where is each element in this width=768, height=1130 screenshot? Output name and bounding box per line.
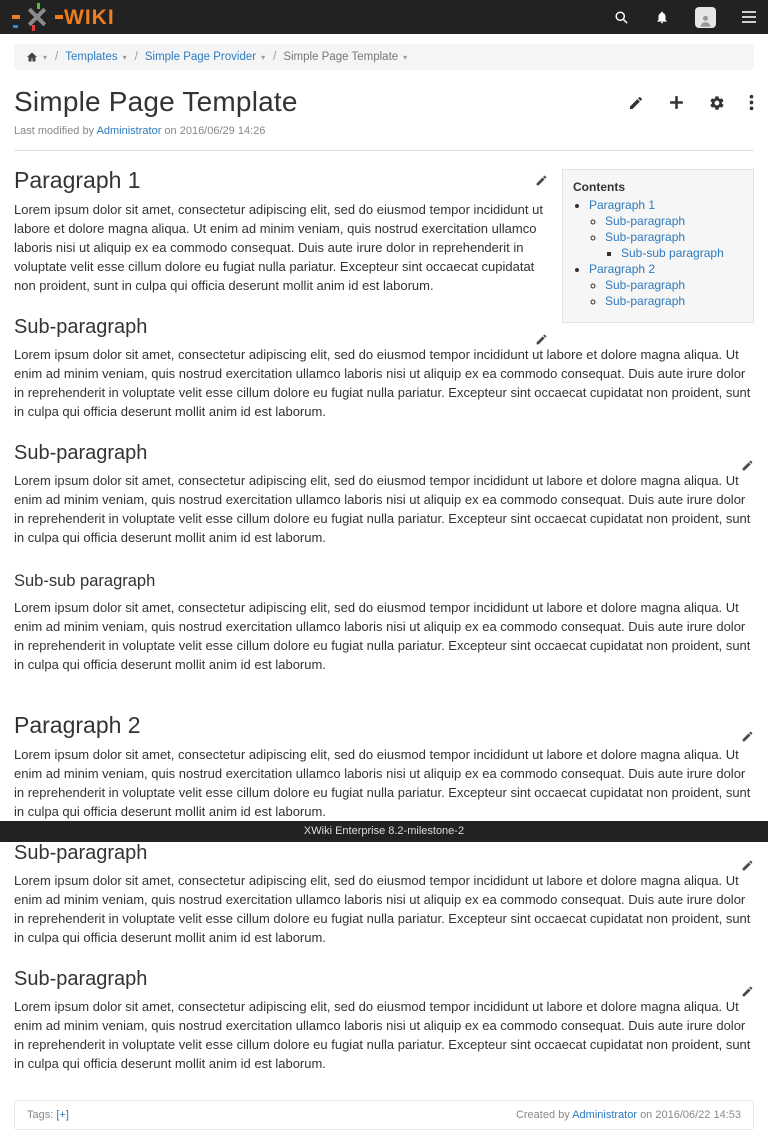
create-plus-icon[interactable] (668, 94, 685, 111)
chevron-down-icon[interactable]: ▾ (403, 52, 408, 62)
section-heading: Sub-paragraph (14, 968, 148, 991)
section-body: Lorem ipsum dolor sit amet, consectetur adipiscing elit, sed do eiusmod tempor incididunt ut labore et dolore magna aliqua. Ut enim ad minim veniam, quis nostrud exercitation ullamco laboris nisi ut aliquip ex ea commodo consequat. Duis aute irure dolor in reprehenderit in voluptate velit esse cillum dolore eu fugiat nulla pariatur. Excepteur sint occaecat cupidatat non proident, sunt in culpa qui officia deserunt mollit anim id est laborum. (14, 346, 751, 419)
xwiki-logo[interactable] (12, 0, 115, 34)
breadcrumb-item-current: Simple Page Template (283, 51, 399, 63)
toc-link-sub-paragraph[interactable]: Sub-paragraph (605, 294, 686, 308)
page-actions (628, 86, 754, 111)
last-modified-line: Last modified by Administrator on 2016/06/29 14:26 (14, 125, 266, 137)
section-edit-pencil-icon[interactable] (535, 333, 548, 346)
section-body: Lorem ipsum dolor sit amet, consectetur adipiscing elit, sed do eiusmod tempor incididunt ut labore et dolore magna aliqua. Ut enim ad minim veniam, quis nostrud exercitation ullamco laboris nisi ut aliquip ex ea commodo consequat. Duis aute irure dolor in reprehenderit in voluptate velit esse cillum dolore eu fugiat nulla pariatur. Excepteur sint occaecat cupidatat non proident, sunt in culpa qui officia deserunt mollit anim id est laborum. (14, 472, 751, 545)
section-heading: Paragraph 1 (14, 167, 141, 193)
logo-dash-left (12, 15, 20, 19)
section-body: Lorem ipsum dolor sit amet, consectetur adipiscing elit, sed do eiusmod tempor incididunt ut labore et dolore magna aliqua. Ut enim ad minim veniam, quis nostrud exercitation ullamco laboris nisi ut aliquip ex ea commodo consequat. Duis aute irure dolor in reprehenderit in voluptate velit esse cillum dolore eu fugiat nulla pariatur. Excepteur sint occaecat cupidatat non proident, sunt in culpa qui officia deserunt mollit anim id est laborum. (14, 999, 751, 1072)
section-edit-pencil-icon[interactable] (741, 459, 754, 472)
section-body: Lorem ipsum dolor sit amet, consectetur adipiscing elit, sed do eiusmod tempor incididunt ut labore et dolore magna aliqua. Ut enim ad minim veniam, quis nostrud exercitation ullamco laboris nisi ut aliquip ex ea commodo consequat. Duis aute irure dolor in reprehenderit in voluptate velit esse cillum dolore eu fugiat nulla pariatur. Excepteur sint occaecat cupidatat non proident, sunt in culpa qui officia deserunt mollit anim id est laborum. (14, 873, 751, 946)
modified-by-user-link[interactable]: Administrator (96, 125, 162, 137)
table-of-contents-panel (562, 169, 754, 323)
section-heading: Sub-paragraph (14, 842, 148, 865)
tags-label: Tags: (27, 1109, 54, 1122)
logo-green-tick (37, 3, 40, 9)
toc-link-paragraph-1[interactable]: Paragraph 1 (589, 198, 656, 212)
section-body: Lorem ipsum dolor sit amet, consectetur adipiscing elit, sed do eiusmod tempor incididunt ut labore et dolore magna aliqua. Ut enim ad minim veniam, quis nostrud exercitation ullamco laboris nisi ut aliquip ex ea commodo consequat. Duis aute irure dolor in reprehenderit in voluptate velit esse cillum dolore eu fugiat nulla pariatur. Excepteur sint occaecat cupidatat non proident, sunt in culpa qui officia deserunt mollit anim id est laborum. (14, 202, 543, 293)
hamburger-menu-icon[interactable] (742, 11, 756, 23)
logo-red-tick (32, 25, 35, 31)
section-edit-pencil-icon[interactable] (741, 985, 754, 998)
breadcrumb-home-icon[interactable] (26, 51, 38, 63)
notifications-bell-icon[interactable] (655, 10, 669, 25)
settings-gear-icon[interactable] (709, 95, 725, 111)
chevron-down-icon[interactable]: ▾ (261, 52, 266, 62)
document-footer (14, 1100, 754, 1130)
avatar-image (695, 7, 716, 28)
toc-link-sub-paragraph[interactable]: Sub-paragraph (605, 278, 686, 292)
breadcrumb: ▾ / Templates ▾ / Simple Page Provider ▾ / Simple Page Template ▾ (14, 44, 754, 70)
toc-link-paragraph-2[interactable]: Paragraph 2 (589, 262, 656, 276)
top-navbar (0, 0, 768, 34)
section-heading: Sub-paragraph (14, 315, 148, 338)
toc-title: Contents (573, 180, 625, 194)
breadcrumb-item-templates[interactable]: Templates (65, 51, 118, 63)
search-icon[interactable] (614, 10, 629, 25)
created-by-user-link[interactable]: Administrator (572, 1109, 637, 1122)
logo-blue-tick (13, 25, 18, 28)
tags-area (27, 1109, 69, 1121)
section-body: Lorem ipsum dolor sit amet, consectetur adipiscing elit, sed do eiusmod tempor incididunt ut labore et dolore magna aliqua. Ut enim ad minim veniam, quis nostrud exercitation ullamco laboris nisi ut aliquip ex ea commodo consequat. Duis aute irure dolor in reprehenderit in voluptate velit esse cillum dolore eu fugiat nulla pariatur. Excepteur sint occaecat cupidatat non proident, sunt in culpa qui officia deserunt mollit anim id est laborum. (14, 599, 751, 672)
section-heading: Paragraph 2 (14, 712, 141, 739)
add-tag-button[interactable]: [+] (56, 1109, 69, 1122)
section-edit-pencil-icon[interactable] (535, 174, 548, 187)
version-footer: XWiki Enterprise 8.2-milestone-2 (0, 821, 768, 842)
logo-x-icon (22, 3, 52, 31)
user-avatar[interactable] (695, 7, 716, 28)
section-edit-pencil-icon[interactable] (741, 859, 754, 872)
chevron-down-icon[interactable]: ▾ (43, 52, 48, 62)
edit-pencil-icon[interactable] (628, 95, 644, 111)
section-body: Lorem ipsum dolor sit amet, consectetur adipiscing elit, sed do eiusmod tempor incididunt ut labore et dolore magna aliqua. Ut enim ad minim veniam, quis nostrud exercitation ullamco laboris nisi ut aliquip ex ea commodo consequat. Duis aute irure dolor in reprehenderit in voluptate velit esse cillum dolore eu fugiat nulla pariatur. Excepteur sint occaecat cupidatat non proident, sunt in culpa qui officia deserunt mollit anim id est laborum. (14, 747, 751, 820)
logo-dash-right (55, 15, 63, 19)
page-title: Simple Page Template (14, 86, 298, 117)
created-by-line: Created by Administrator on 2016/06/22 14:53 (515, 1109, 741, 1122)
breadcrumb-item-simple-page-provider[interactable]: Simple Page Provider (144, 51, 257, 63)
section-heading: Sub-paragraph (14, 441, 148, 464)
section-edit-pencil-icon[interactable] (741, 730, 754, 743)
toc-link-sub-paragraph[interactable]: Sub-paragraph (605, 214, 686, 228)
document-content (0, 151, 768, 1084)
chevron-down-icon[interactable]: ▾ (122, 52, 127, 62)
section-heading: Sub-sub paragraph (14, 571, 156, 590)
more-actions-icon[interactable] (749, 94, 754, 111)
logo-wordmark: WIKI (64, 5, 115, 29)
toc-link-sub-sub-paragraph[interactable]: Sub-sub paragraph (621, 246, 724, 260)
toc-link-sub-paragraph[interactable]: Sub-paragraph (605, 230, 686, 244)
